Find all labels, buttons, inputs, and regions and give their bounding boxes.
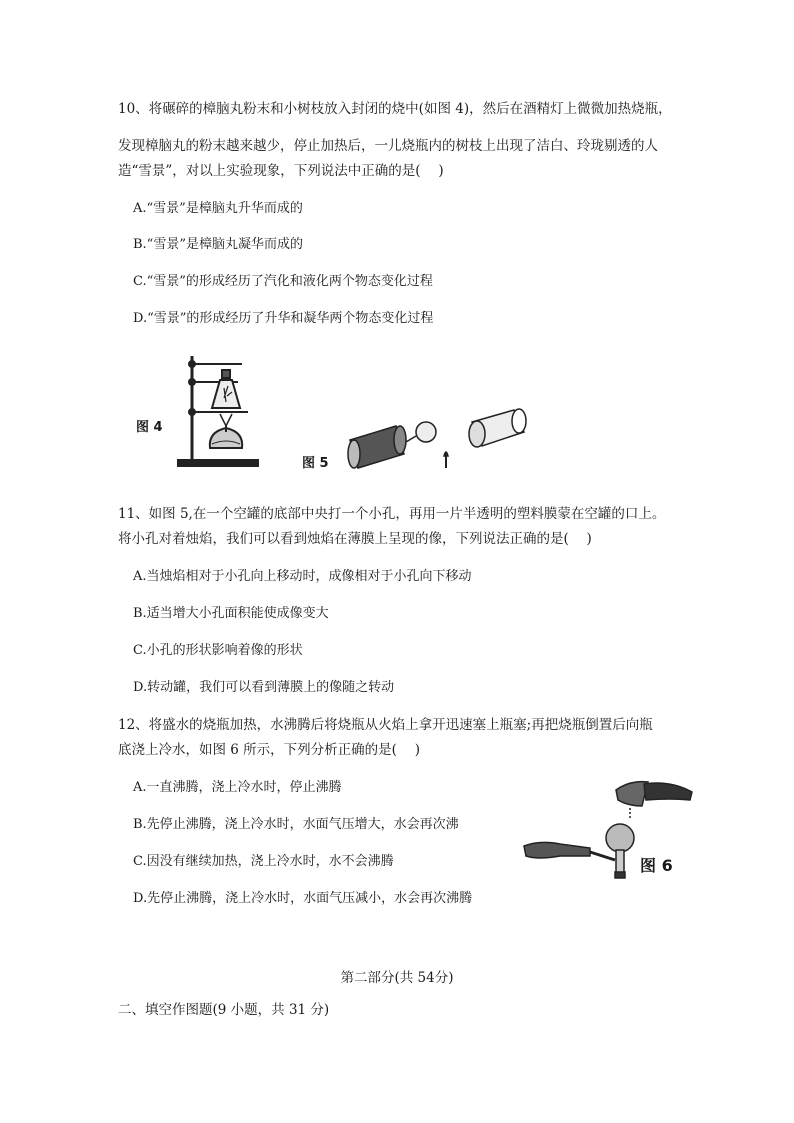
figure-6-flask [520, 776, 710, 886]
q12-stem-line1: 12、将盛水的烧瓶加热，水沸腾后将烧瓶从火焰上拿开迅速塞上瓶塞;再把烧瓶倒置后向瓶 [118, 717, 653, 733]
q11-option-c: C.小孔的形状影响着像的形状 [133, 643, 303, 658]
q10-stem-line2: 发现樟脑丸的粉末越来越少，停止加热后，一儿烧瓶内的树枝上出现了洁白、玲珑剔透的人 [118, 138, 658, 154]
figure-6-label: 图 6 [640, 856, 673, 875]
q11-stem-line1: 11、如图 5,在一个空罐的底部中央打一个小孔，再用一片半透明的塑料膜蒙在空罐的口上。 [118, 506, 666, 522]
q12-option-b: B.先停止沸腾，浇上冷水时，水面气压增大，水会再次沸 [133, 817, 459, 832]
q11-option-a: A.当烛焰相对于小孔向上移动时，成像相对于小孔向下移动 [133, 569, 472, 584]
figure-4-apparatus [170, 352, 280, 472]
q10-stem-line3: 造“雪景”，对以上实验现象，下列说法中正确的是( ) [118, 163, 444, 179]
q11-option-d: D.转动罐，我们可以看到薄膜上的像随之转动 [133, 680, 395, 695]
q11-stem-line2: 将小孔对着烛焰，我们可以看到烛焰在薄膜上呈现的像，下列说法正确的是( ) [118, 531, 592, 547]
q12-option-a: A.一直沸腾，浇上冷水时，停止沸腾 [133, 780, 342, 795]
q12-option-c: C.因没有继续加热，浇上冷水时，水不会沸腾 [133, 854, 394, 869]
q10-option-c: C.“雪景”的形成经历了汽化和液化两个物态变化过程 [133, 274, 433, 289]
q12-stem-line2: 底浇上冷水，如图 6 所示，下列分析正确的是( ) [118, 742, 420, 758]
q10-stem-line1: 10、将碾碎的樟脑丸粉末和小树枝放入封闭的烧中(如图 4)，然后在酒精灯上微微加热烧瓶， [118, 101, 672, 117]
q10-option-a: A.“雪景”是樟脑丸升华而成的 [133, 201, 303, 216]
figure-4-label: 图 4 [136, 420, 163, 435]
figure-5-pinhole-camera [344, 406, 544, 476]
q10-option-b: B.“雪景”是樟脑丸凝华而成的 [133, 237, 303, 252]
figure-5-label: 图 5 [302, 456, 329, 471]
section-2-title: 第二部分(共 54分) [340, 970, 454, 986]
q12-option-d: D.先停止沸腾，浇上冷水时，水面气压减小，水会再次沸腾 [133, 891, 473, 906]
q10-option-d: D.“雪景”的形成经历了升华和凝华两个物态变化过程 [133, 311, 434, 326]
q11-option-b: B.适当增大小孔面积能使成像变大 [133, 606, 329, 621]
section-2-heading: 二、填空作图题(9 小题，共 31 分) [118, 1002, 330, 1018]
